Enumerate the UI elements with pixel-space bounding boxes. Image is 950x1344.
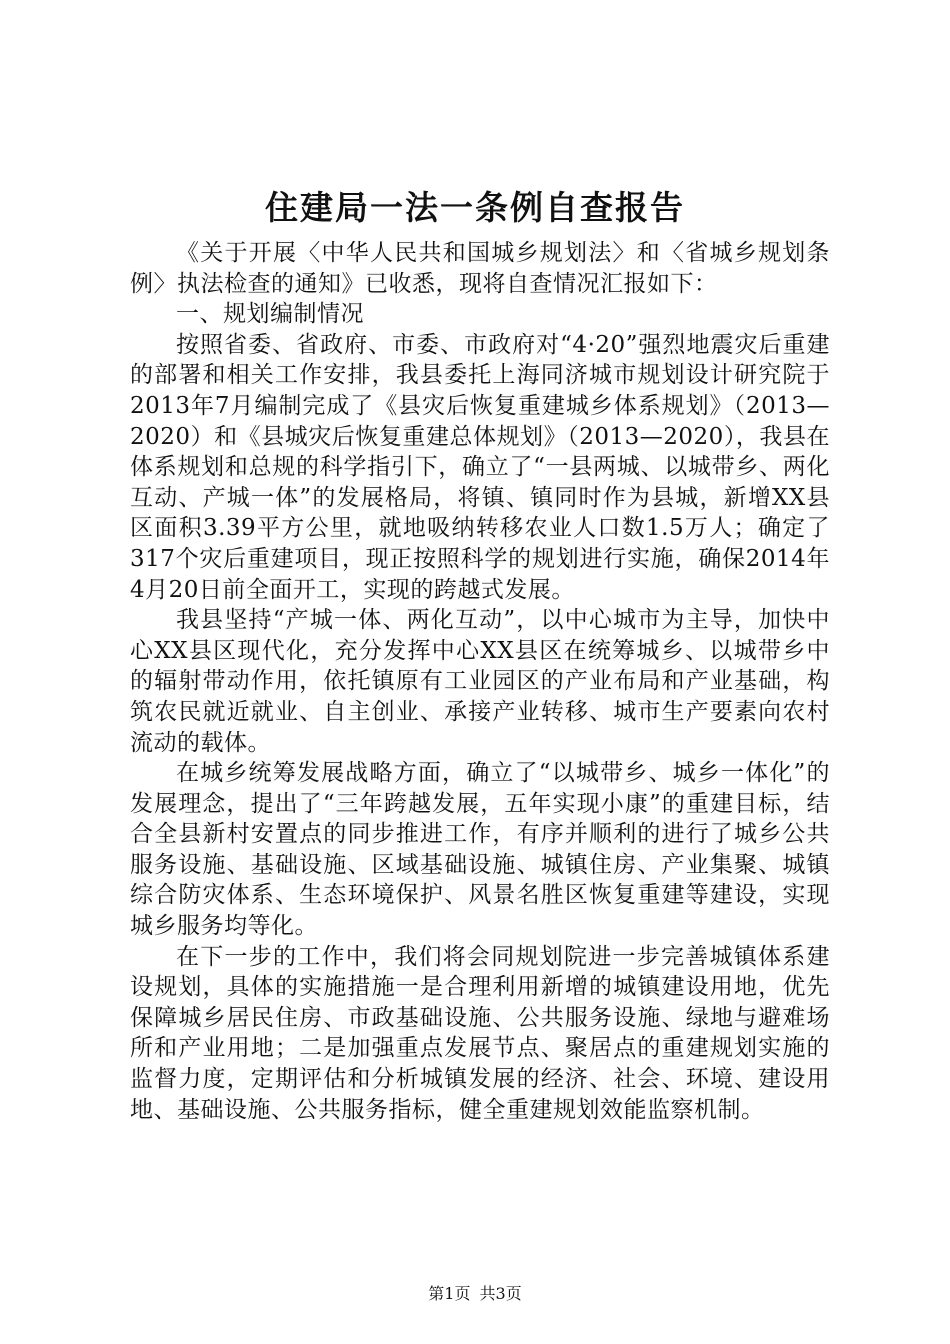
paragraph-integration: 我县坚持“产城一体、两化互动”，以中心城市为主导，加快中心XX县区现代化，充分发挥中心XX县区在统筹城乡、以城带乡中的辐射带动作用，依托镇原有工业园区的产业布局和产业基础，构筑农民就近就业、自主创业、承接产业转移、城市生产要素向农村流动的载体。	[130, 607, 830, 756]
paragraph-intro: 《关于开展〈中华人民共和国城乡规划法〉和〈省城乡规划条例〉执法检查的通知》已收悉，现将自查情况汇报如下：	[130, 240, 830, 297]
section-heading-planning: 一、规划编制情况	[176, 301, 364, 328]
page-total: 共3页	[479, 1284, 522, 1303]
document-body	[130, 238, 830, 1125]
paragraph-next-steps: 在下一步的工作中，我们将会同规划院进一步完善城镇体系建设规划，具体的实施措施一是合理利用新增的城镇建设用地，优先保障城乡居民住房、市政基础设施、公共服务设施、绿地与避难场所和产业用地；二是加强重点发展节点、聚居点的重建规划实施的监督力度，定期评估和分析城镇发展的经济、社会、环境、建设用地、基础设施、公共服务指标，健全重建规划效能监察机制。	[130, 943, 830, 1123]
paragraph-planning: 按照省委、省政府、市委、市政府对“4·20”强烈地震灾后重建的部署和相关工作安排，我县委托上海同济城市规划设计研究院于2013年7月编制完成了《县灾后恢复重建城乡体系规划》（2013—2020）和《县城灾后恢复重建总体规划》（2013—2020），我县在体系规划和总规的科学指引下，确立了“一县两城、以城带乡、两化互动、产城一体”的发展格局，将镇、镇同时作为县城，新增XX县区面积3.39平方公里，就地吸纳转移农业人口数1.5万人；确定了317个灾后重建项目，现正按照科学的规划进行实施，确保2014年4月20日前全面开工，实现的跨越式发展。	[130, 331, 830, 603]
document-title: 住建局一法一条例自查报告	[265, 188, 685, 227]
paragraph-urban-rural: 在城乡统筹发展战略方面，确立了“以城带乡、城乡一体化”的发展理念，提出了“三年跨越发展，五年实现小康”的重建目标，结合全县新村安置点的同步推进工作，有序并顺利的进行了城乡公共服务设施、基础设施、区域基础设施、城镇住房、产业集聚、城镇综合防灾体系、生态环境保护、风景名胜区恢复重建等建设，实现城乡服务均等化。	[130, 760, 830, 940]
page-number: 第1页	[428, 1284, 471, 1303]
page-footer	[0, 1284, 950, 1304]
